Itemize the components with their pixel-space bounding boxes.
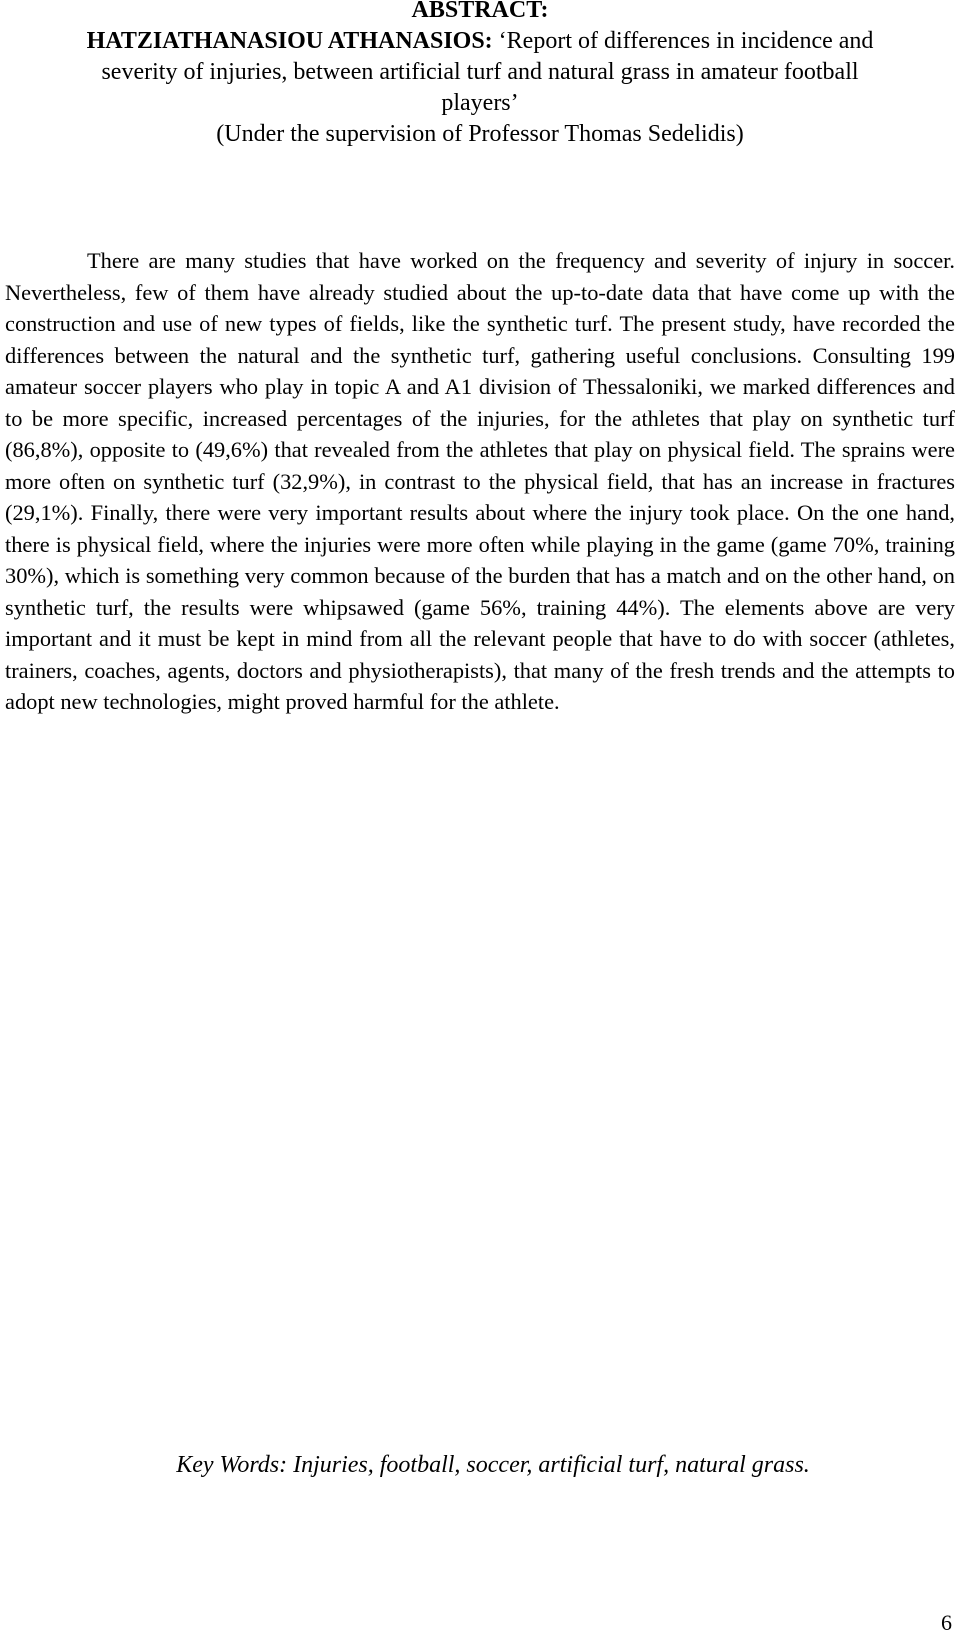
supervision-line: (Under the supervision of Professor Thomas Sedelidis) [216, 121, 744, 147]
title-line-2: severity of injuries, between artificial turf and natural grass in amateur football [101, 59, 859, 85]
abstract-heading: ABSTRACT: [411, 0, 549, 23]
abstract-body: There are many studies that have worked on the frequency and severity of injury in soccer. Nevertheless, few of them have already studied about the up-to-date data that have come up with the construction and use of new types of fields, like the synthetic turf. The present study, have recorded the differences between the natural and the synthetic turf, gathering useful conclusions. Consulting 199 amateur soccer players who play in topic A and A1 division of Thessaloniki, we marked differences and to be more specific, increased percentages of the injuries, for the athletes that play on synthetic turf (86,8%), opposite to (49,6%) that revealed from the athletes that play on physical field. The sprains were more often on synthetic turf (32,9%), in contrast to the physical field, that has an increase in fractures (29,1%). Finally, there were very important results about where the injury took place. On the one hand, there is physical field, where the injuries were more often while playing in the game (game 70%, training 30%), which is something very common because of the burden that has a match and on the other hand, on synthetic turf, the results were whipsawed (game 56%, training 44%). The elements above are very important and it must be kept in mind from all the relevant people that have to do with soccer (athletes, trainers, coaches, agents, doctors and physiotherapists), that many of the fresh trends and the attempts to adopt new technologies, might proved harmful for the athlete. [5, 248, 955, 714]
thesis-title-block [30, 26, 930, 150]
author-name: HATZIATHANASIOU ATHANASIOS: [86, 28, 493, 54]
title-line-3: players’ [441, 90, 519, 116]
page-number: 6 [941, 1610, 952, 1635]
abstract-header [0, 0, 960, 150]
title-line-1 [30, 26, 930, 57]
thesis-title-start: ‘Report of differences in incidence and [492, 28, 874, 54]
keywords-line: Key Words: Injuries, football, soccer, artificial turf, natural grass. [176, 1452, 810, 1478]
